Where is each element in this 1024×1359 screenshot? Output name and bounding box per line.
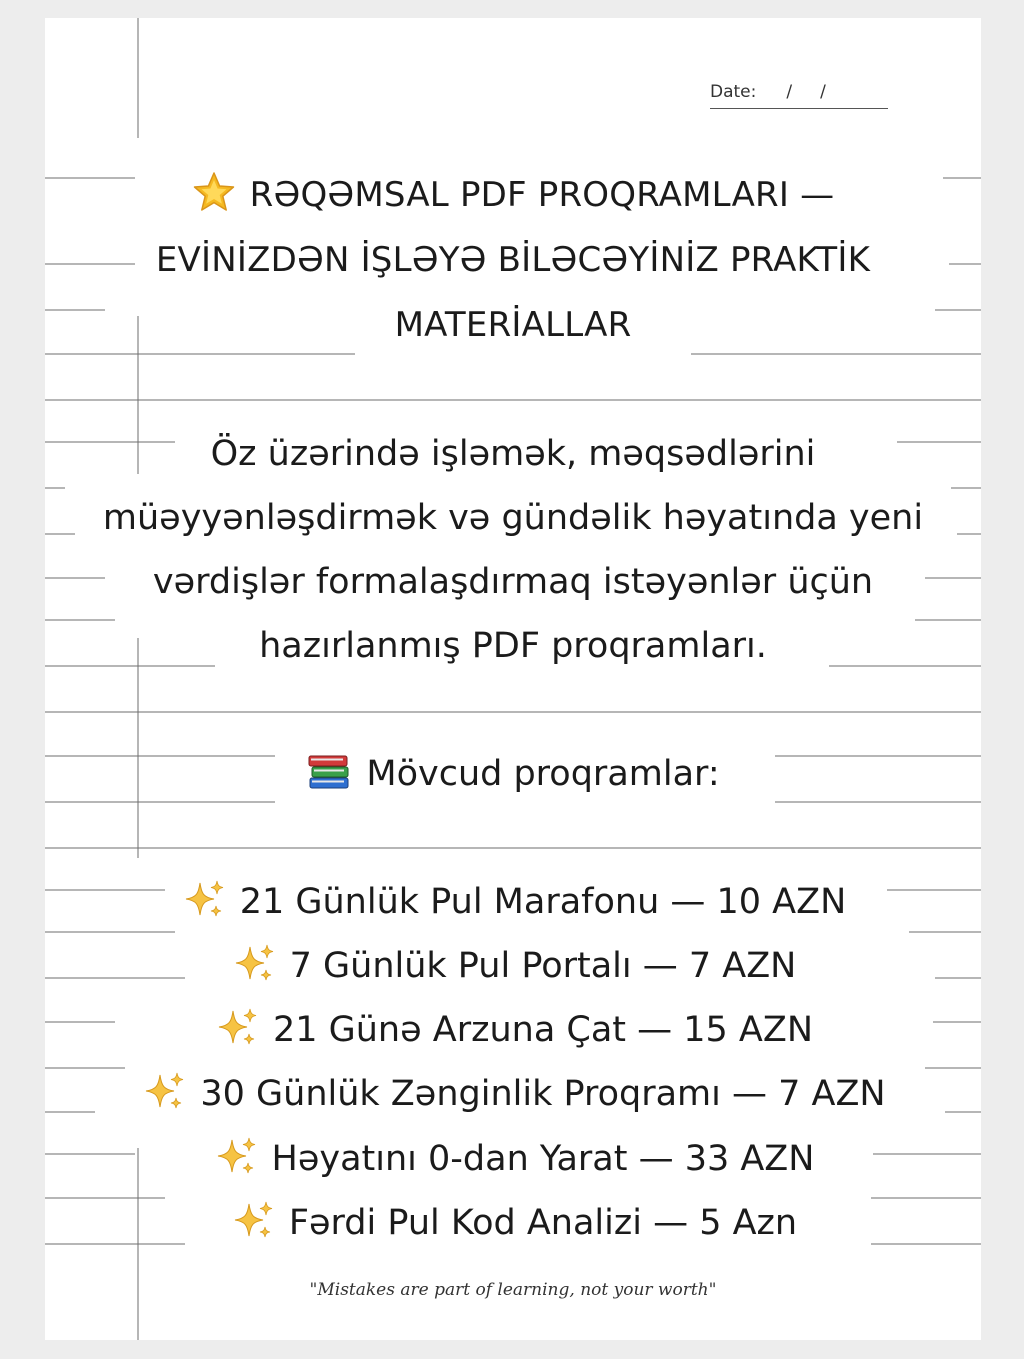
date-separator: / (820, 82, 826, 102)
date-field (710, 82, 888, 109)
sparkle-icon (229, 1200, 275, 1242)
date-separator: / (786, 82, 793, 102)
program-item-text: 21 Günə Arzuna Çat — 15 AZN (272, 1010, 814, 1050)
books-icon (306, 752, 352, 792)
date-label: Date: (710, 82, 757, 102)
star-icon (192, 170, 236, 214)
program-item (45, 1199, 981, 1247)
program-item-text: 7 Günlük Pul Portalı — 7 AZN (289, 946, 797, 986)
program-item-text: Fərdi Pul Kod Analizi — 5 Azn (288, 1203, 798, 1243)
program-item (45, 1135, 981, 1183)
intro-line-4: hazırlanmış PDF proqramları. (259, 626, 767, 666)
notebook-page (45, 18, 981, 1340)
program-item-text: 30 Günlük Zənginlik Proqramı — 7 AZN (200, 1074, 886, 1114)
program-item-text: 21 Günlük Pul Marafonu — 10 AZN (239, 882, 847, 922)
sparkle-icon (230, 943, 276, 985)
title-line-2: EVİNİZDƏN İŞLƏYƏ BİLƏCƏYİNİZ PRAKTİK (155, 240, 871, 280)
sparkle-icon (140, 1071, 186, 1113)
programs-heading (45, 750, 981, 798)
sparkle-icon (213, 1007, 259, 1049)
title-line-1 (45, 170, 981, 216)
program-item (45, 1070, 981, 1118)
program-item-text: Həyatını 0-dan Yarat — 33 AZN (271, 1139, 815, 1179)
intro-line-1: Öz üzərində işləmək, məqsədlərini (210, 434, 816, 474)
title-line-3: MATERİALLAR (394, 305, 632, 345)
title-line-1-text: RƏQƏMSAL PDF PROQRAMLARI — (249, 175, 835, 215)
intro-line-3: vərdişlər formalaşdırmaq istəyənlər üçün (152, 562, 874, 602)
program-item (45, 1006, 981, 1054)
sparkle-icon (180, 879, 226, 921)
sparkle-icon (212, 1136, 258, 1178)
intro-line-2: müəyyənləşdirmək və gündəlik həyatında yeni (102, 498, 924, 538)
program-item (45, 878, 981, 926)
footer-quote: "Mistakes are part of learning, not your worth" (309, 1280, 717, 1300)
programs-heading-text: Mövcud proqramlar: (366, 754, 720, 794)
program-item (45, 942, 981, 990)
